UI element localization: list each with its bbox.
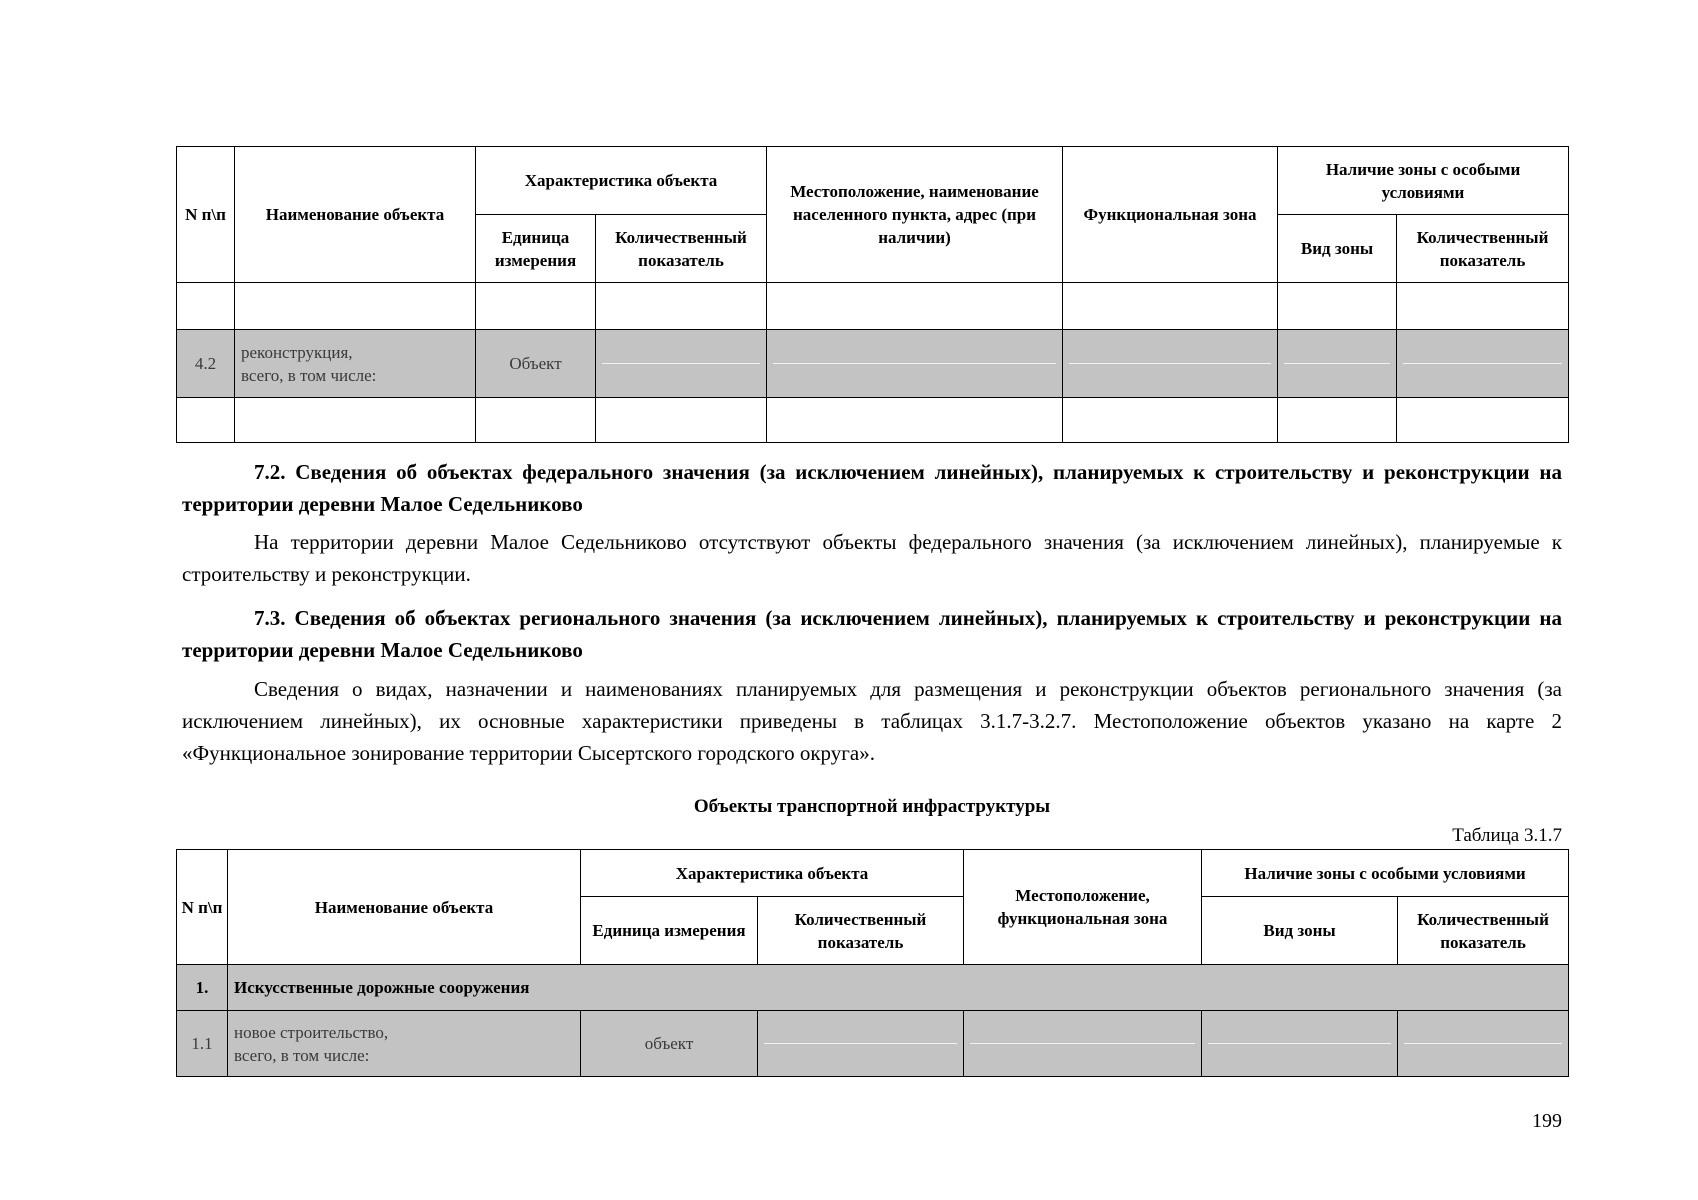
table-top (176, 146, 1569, 443)
col-unit-header: Единица измерения (476, 215, 596, 283)
col-name-header: Наименование объекта (228, 850, 581, 965)
group-num: 1. (177, 965, 228, 1011)
row-num: 1.1 (177, 1011, 228, 1077)
table-transport (176, 849, 1569, 1077)
row-name (235, 330, 476, 398)
section-7-2-heading (182, 456, 1562, 520)
section-7-3-text (182, 673, 1562, 769)
row-name (228, 1011, 581, 1077)
col-special-header: Наличие зоны с особыми условиями (1202, 850, 1569, 897)
col-num-header: N п\п (177, 850, 228, 965)
col-location-header: Местоположение, наименование населенного пункта, адрес (при наличии) (767, 147, 1063, 283)
col-char-header: Характеристика объекта (581, 850, 964, 897)
col-func-zone-header: Функциональная зона (1063, 147, 1278, 283)
col-zone-type-header: Вид зоны (1278, 215, 1397, 283)
col-zone-qty-header: Количественный показатель (1398, 897, 1569, 965)
col-num-header: N п\п (177, 147, 235, 283)
table-row (177, 1011, 1569, 1077)
row-num: 4.2 (177, 330, 235, 398)
col-special-header: Наличие зоны с особыми условиями (1278, 147, 1569, 215)
col-zone-qty-header: Количественный показатель (1397, 215, 1569, 283)
table-label: Таблица 3.1.7 (1452, 825, 1562, 846)
row-name-line2: всего, в том числе: (241, 365, 377, 385)
col-char-header: Характеристика объекта (476, 147, 767, 215)
col-unit-header: Единица измерения (581, 897, 758, 965)
section-7-3-heading (182, 602, 1562, 666)
col-location-header: Местоположение, функциональная зона (964, 850, 1202, 965)
row-name-line2: всего, в том числе: (234, 1045, 370, 1065)
row-name-line1: реконструкция, (241, 342, 353, 362)
section-7-3-heading-text: 7.3. Сведения об объектах регионального значения (за исключением линейных), планируемых к строительству и реконструкции на территории деревни Малое Седельниково (182, 606, 1562, 662)
section-7-2-text-body: На территории деревни Малое Седельниково отсутствуют объекты федерального значения (за исключением линейных), планируемые к строительству и реконструкции. (182, 530, 1562, 586)
row-unit: Объект (476, 330, 596, 398)
table-group-row (177, 965, 1569, 1011)
col-qty-header: Количественный показатель (758, 897, 964, 965)
section-7-3-text-body: Сведения о видах, назначении и наименованиях планируемых для размещения и реконструкции объектов регионального значения (за исключением линейных), их основные характеристики приведены в таблицах 3.1.7-3.2.7. Местоположение объектов указано на карте 2 «Функциональное зонирование территории Сысертского городского округа». (182, 677, 1562, 765)
group-name: Искусственные дорожные сооружения (228, 965, 1569, 1011)
table-title: Объекты транспортной инфраструктуры (693, 796, 1051, 817)
section-7-2-heading-text: 7.2. Сведения об объектах федерального значения (за исключением линейных), планируемых к строительству и реконструкции на территории деревни Малое Седельниково (182, 460, 1562, 516)
table-row (177, 330, 1569, 398)
col-qty-header: Количественный показатель (596, 215, 767, 283)
row-unit: объект (581, 1011, 758, 1077)
page-number: 199 (1532, 1110, 1562, 1132)
row-name-line1: новое строительство, (234, 1022, 389, 1042)
col-zone-type-header: Вид зоны (1202, 897, 1398, 965)
table-row (177, 398, 1569, 443)
col-name-header: Наименование объекта (235, 147, 476, 283)
table-row (177, 283, 1569, 330)
section-7-2-text (182, 526, 1562, 590)
